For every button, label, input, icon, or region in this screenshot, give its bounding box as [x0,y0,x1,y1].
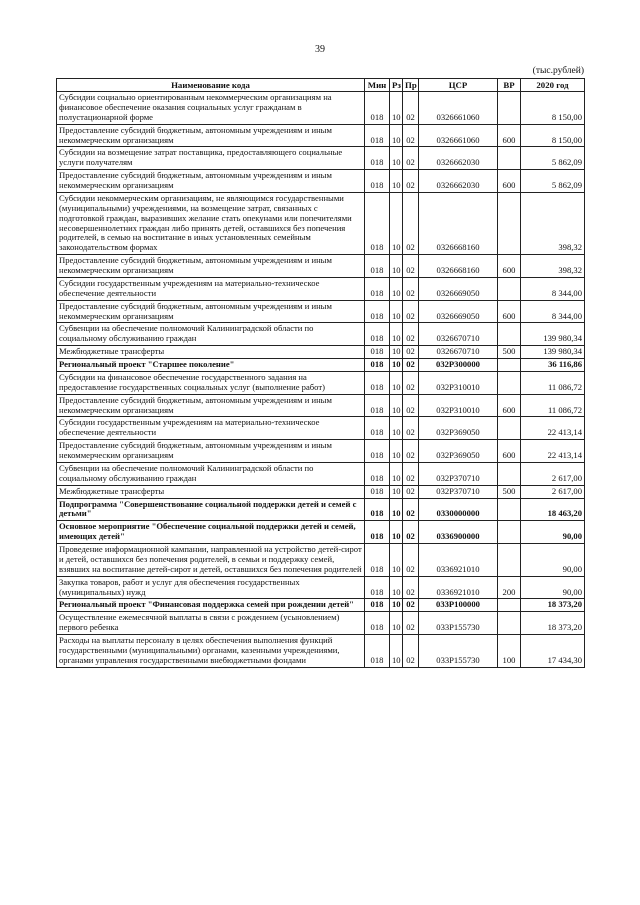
row-amount-cell: 398,32 [521,255,585,278]
table-row [57,544,585,577]
row-min-cell: 018 [365,485,390,498]
row-amount-cell: 5 862,09 [521,147,585,170]
row-rz-cell: 10 [390,440,403,463]
row-pr-cell: 02 [403,371,419,394]
row-min-cell: 018 [365,300,390,323]
row-csr-cell: 0326662030 [419,170,498,193]
row-min-cell: 018 [365,521,390,544]
row-csr-cell: 032P369050 [419,417,498,440]
row-pr-cell: 02 [403,544,419,577]
row-min-cell: 018 [365,192,390,254]
row-name-cell: Проведение информационной кампании, направленной на устройство детей-сирот и детей, оставшихся без попечения родителей, в семьи и поддержку семей, взявших на воспитание детей-сирот и детей, оставшихся без попечения родителей [57,544,365,577]
table-row [57,498,585,521]
row-pr-cell: 02 [403,277,419,300]
row-pr-cell: 02 [403,255,419,278]
row-rz-cell: 10 [390,124,403,147]
row-name-cell: Субсидии государственным учреждениям на материально-техническое обеспечение деятельности [57,417,365,440]
row-vr-cell [498,498,521,521]
row-name-cell: Основное мероприятие "Обеспечение социальной поддержки детей и семей, имеющих детей" [57,521,365,544]
row-vr-cell [498,544,521,577]
row-csr-cell: 0336921010 [419,544,498,577]
row-amount-cell: 8 150,00 [521,124,585,147]
row-pr-cell: 02 [403,612,419,635]
row-min-cell: 018 [365,498,390,521]
row-pr-cell: 02 [403,92,419,125]
row-pr-cell: 02 [403,300,419,323]
row-amount-cell: 398,32 [521,192,585,254]
row-pr-cell: 02 [403,462,419,485]
row-min-cell: 018 [365,462,390,485]
row-rz-cell: 10 [390,359,403,372]
row-name-cell: Региональный проект "Старшее поколение" [57,359,365,372]
row-pr-cell: 02 [403,346,419,359]
row-name-cell: Закупка товаров, работ и услуг для обеспечения государственных (муниципальных) нужд [57,576,365,599]
header-pr: Пр [403,79,419,92]
budget-table [56,78,585,668]
row-amount-cell: 18 373,20 [521,599,585,612]
row-csr-cell: 0326661060 [419,92,498,125]
row-name-cell: Субсидии на финансовое обеспечение государственного задания на предоставление государственных социальных услуг (выполнение работ) [57,371,365,394]
row-name-cell: Осуществление ежемесячной выплаты в связи с рождением (усыновлением) первого ребенка [57,612,365,635]
row-name-cell: Предоставление субсидий бюджетным, автономным учреждениям и иным некоммерческим организациям [57,440,365,463]
row-amount-cell: 22 413,14 [521,440,585,463]
row-min-cell: 018 [365,576,390,599]
row-min-cell: 018 [365,124,390,147]
row-rz-cell: 10 [390,612,403,635]
row-name-cell: Субсидии социально ориентированным некоммерческим организациям на финансовое обеспечение оказания социальных услуг гражданам в полустационарной форме [57,92,365,125]
row-name-cell: Предоставление субсидий бюджетным, автономным учреждениям и иным некоммерческим организациям [57,394,365,417]
row-vr-cell: 600 [498,300,521,323]
header-name: Наименование кода [57,79,365,92]
row-name-cell: Предоставление субсидий бюджетным, автономным учреждениям и иным некоммерческим организациям [57,170,365,193]
row-rz-cell: 10 [390,635,403,668]
row-rz-cell: 10 [390,521,403,544]
row-vr-cell [498,147,521,170]
row-rz-cell: 10 [390,255,403,278]
row-name-cell: Региональный проект "Финансовая поддержка семей при рождении детей" [57,599,365,612]
row-vr-cell [498,359,521,372]
table-row [57,521,585,544]
row-amount-cell: 5 862,09 [521,170,585,193]
row-vr-cell [498,462,521,485]
row-csr-cell: 032P370710 [419,485,498,498]
row-min-cell: 018 [365,359,390,372]
row-amount-cell: 11 086,72 [521,394,585,417]
row-csr-cell: 032P369050 [419,440,498,463]
table-row [57,92,585,125]
row-vr-cell [498,371,521,394]
row-pr-cell: 02 [403,576,419,599]
row-amount-cell: 139 980,34 [521,346,585,359]
row-csr-cell: 033P100000 [419,599,498,612]
row-amount-cell: 17 434,30 [521,635,585,668]
row-csr-cell: 0326669050 [419,277,498,300]
row-min-cell: 018 [365,346,390,359]
row-rz-cell: 10 [390,170,403,193]
row-amount-cell: 90,00 [521,521,585,544]
row-csr-cell: 033P155730 [419,635,498,668]
row-pr-cell: 02 [403,417,419,440]
row-amount-cell: 36 116,86 [521,359,585,372]
row-csr-cell: 0326661060 [419,124,498,147]
table-row [57,192,585,254]
row-vr-cell: 200 [498,576,521,599]
row-min-cell: 018 [365,394,390,417]
row-rz-cell: 10 [390,371,403,394]
row-name-cell: Межбюджетные трансферты [57,346,365,359]
table-row [57,170,585,193]
header-min: Мин [365,79,390,92]
row-pr-cell: 02 [403,498,419,521]
row-min-cell: 018 [365,323,390,346]
row-vr-cell: 600 [498,170,521,193]
row-csr-cell: 032P370710 [419,462,498,485]
row-vr-cell [498,323,521,346]
row-rz-cell: 10 [390,394,403,417]
row-amount-cell: 90,00 [521,576,585,599]
row-csr-cell: 032P310010 [419,371,498,394]
row-name-cell: Субсидии на возмещение затрат поставщика, предоставляющего социальные услуги получателям [57,147,365,170]
row-min-cell: 018 [365,544,390,577]
row-csr-cell: 0326669050 [419,300,498,323]
row-amount-cell: 18 463,20 [521,498,585,521]
row-vr-cell: 100 [498,635,521,668]
row-pr-cell: 02 [403,170,419,193]
table-row [57,359,585,372]
table-row [57,485,585,498]
row-csr-cell: 033P155730 [419,612,498,635]
row-min-cell: 018 [365,417,390,440]
row-rz-cell: 10 [390,300,403,323]
row-vr-cell [498,521,521,544]
row-rz-cell: 10 [390,323,403,346]
header-csr: ЦСР [419,79,498,92]
header-rz: Рз [390,79,403,92]
page-number: 39 [315,44,325,55]
row-min-cell: 018 [365,277,390,300]
row-csr-cell: 0326668160 [419,192,498,254]
row-name-cell: Субвенции на обеспечение полномочий Калининградской области по социальному обслуживанию граждан [57,323,365,346]
table-row [57,147,585,170]
row-rz-cell: 10 [390,544,403,577]
row-rz-cell: 10 [390,277,403,300]
row-rz-cell: 10 [390,417,403,440]
table-row [57,599,585,612]
table-row [57,417,585,440]
row-vr-cell: 600 [498,440,521,463]
row-pr-cell: 02 [403,124,419,147]
row-rz-cell: 10 [390,92,403,125]
table-row [57,612,585,635]
row-rz-cell: 10 [390,498,403,521]
row-name-cell: Субвенции на обеспечение полномочий Калининградской области по социальному обслуживанию граждан [57,462,365,485]
row-csr-cell: 0336921010 [419,576,498,599]
row-vr-cell: 600 [498,255,521,278]
table-row [57,346,585,359]
row-vr-cell [498,277,521,300]
row-rz-cell: 10 [390,346,403,359]
row-vr-cell [498,417,521,440]
header-amount: 2020 год [521,79,585,92]
row-min-cell: 018 [365,599,390,612]
header-vr: ВР [498,79,521,92]
row-pr-cell: 02 [403,635,419,668]
row-amount-cell: 8 344,00 [521,300,585,323]
row-pr-cell: 02 [403,359,419,372]
row-csr-cell: 032P310010 [419,394,498,417]
table-row [57,124,585,147]
row-csr-cell: 0330000000 [419,498,498,521]
row-pr-cell: 02 [403,192,419,254]
row-min-cell: 018 [365,612,390,635]
row-min-cell: 018 [365,170,390,193]
row-amount-cell: 11 086,72 [521,371,585,394]
row-rz-cell: 10 [390,485,403,498]
row-amount-cell: 18 373,20 [521,612,585,635]
row-amount-cell: 22 413,14 [521,417,585,440]
row-amount-cell: 2 617,00 [521,462,585,485]
row-pr-cell: 02 [403,485,419,498]
row-name-cell: Предоставление субсидий бюджетным, автономным учреждениям и иным некоммерческим организациям [57,255,365,278]
row-vr-cell [498,192,521,254]
table-row [57,323,585,346]
row-csr-cell: 0336900000 [419,521,498,544]
table-row [57,576,585,599]
row-vr-cell [498,612,521,635]
row-rz-cell: 10 [390,462,403,485]
row-name-cell: Субсидии некоммерческим организациям, не являющимся государственными (муниципальными) учреждениями, на возмещение затрат, связанных с подготовкой граждан, выразивших желание стать опекунами или попечителями несовершеннолетних граждан либо принять детей, оставшихся без попечения родителей, в семью на воспитание в иных установленных семейным законодательством формах [57,192,365,254]
row-name-cell: Расходы на выплаты персоналу в целях обеспечения выполнения функций государственными (муниципальными) органами, казенными учреждениями, органами управления государственными внебюджетными фондами [57,635,365,668]
row-csr-cell: 0326668160 [419,255,498,278]
row-rz-cell: 10 [390,576,403,599]
row-name-cell: Субсидии государственным учреждениям на материально-техническое обеспечение деятельности [57,277,365,300]
row-min-cell: 018 [365,255,390,278]
row-rz-cell: 10 [390,599,403,612]
table-row [57,440,585,463]
row-pr-cell: 02 [403,440,419,463]
row-pr-cell: 02 [403,521,419,544]
row-csr-cell: 0326670710 [419,323,498,346]
table-row [57,300,585,323]
row-vr-cell [498,599,521,612]
row-name-cell: Подпрограмма "Совершенствование социальной поддержки детей и семей с детьми" [57,498,365,521]
row-min-cell: 018 [365,92,390,125]
row-vr-cell: 500 [498,346,521,359]
row-name-cell: Межбюджетные трансферты [57,485,365,498]
row-rz-cell: 10 [390,147,403,170]
row-rz-cell: 10 [390,192,403,254]
row-vr-cell: 600 [498,394,521,417]
row-pr-cell: 02 [403,394,419,417]
table-row [57,277,585,300]
row-min-cell: 018 [365,371,390,394]
table-row [57,394,585,417]
row-min-cell: 018 [365,147,390,170]
row-amount-cell: 2 617,00 [521,485,585,498]
row-csr-cell: 032P300000 [419,359,498,372]
row-amount-cell: 8 150,00 [521,92,585,125]
row-amount-cell: 90,00 [521,544,585,577]
row-vr-cell: 500 [498,485,521,498]
row-pr-cell: 02 [403,599,419,612]
table-row [57,462,585,485]
row-csr-cell: 0326662030 [419,147,498,170]
row-name-cell: Предоставление субсидий бюджетным, автономным учреждениям и иным некоммерческим организациям [57,124,365,147]
row-min-cell: 018 [365,635,390,668]
row-vr-cell [498,92,521,125]
row-vr-cell: 600 [498,124,521,147]
table-header-row [57,79,585,92]
row-pr-cell: 02 [403,323,419,346]
table-row [57,635,585,668]
row-amount-cell: 8 344,00 [521,277,585,300]
row-csr-cell: 0326670710 [419,346,498,359]
row-min-cell: 018 [365,440,390,463]
row-pr-cell: 02 [403,147,419,170]
table-row [57,371,585,394]
units-label: (тыс.рублей) [532,66,584,76]
table-row [57,255,585,278]
row-amount-cell: 139 980,34 [521,323,585,346]
row-name-cell: Предоставление субсидий бюджетным, автономным учреждениям и иным некоммерческим организациям [57,300,365,323]
